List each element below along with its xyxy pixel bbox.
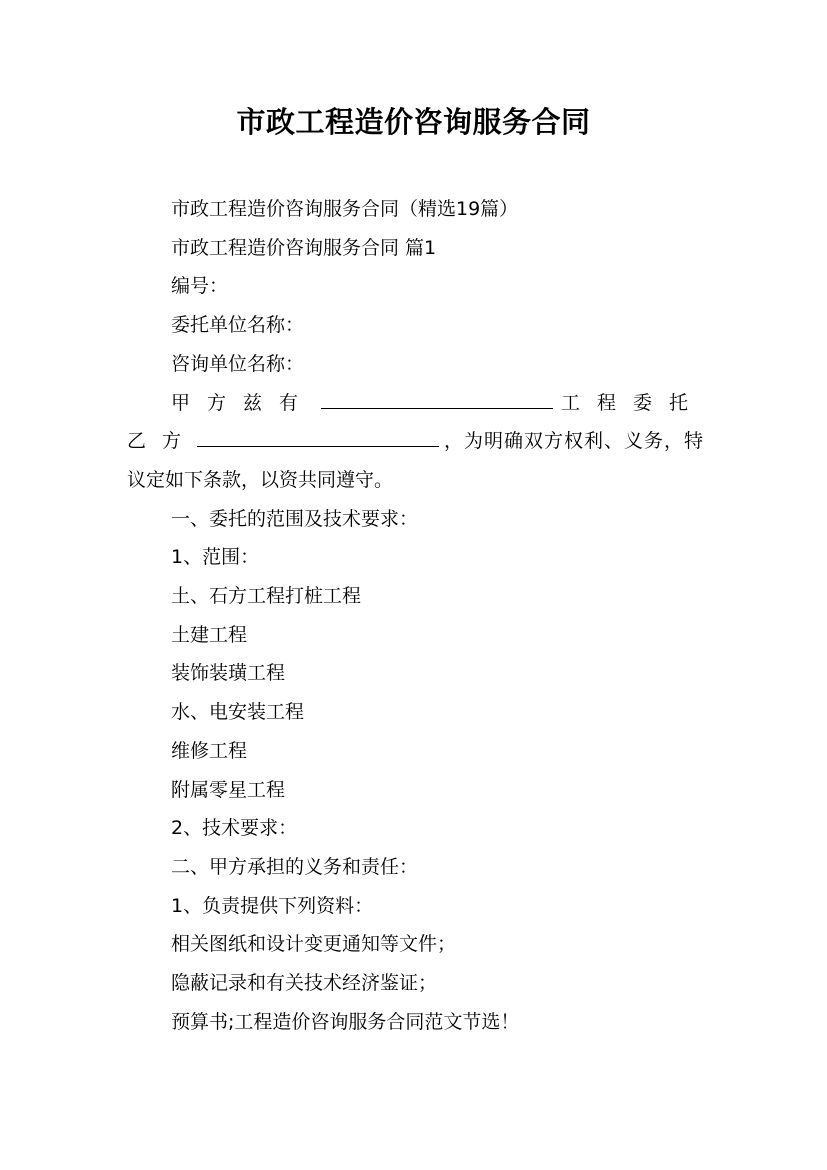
list-item-budget: 预算书;工程造价咨询服务合同范文节选！	[171, 1010, 520, 1033]
list-item-earthwork: 土、石方工程打桩工程	[171, 585, 362, 608]
commission-intro: 甲方兹有	[171, 391, 315, 414]
paragraph-contract-number: 编号：	[171, 275, 229, 298]
list-item-civil: 土建工程	[171, 623, 248, 646]
party-b-blank	[197, 424, 439, 447]
paragraph-party-a-duties: 二、甲方承担的义务和责任：	[171, 855, 419, 878]
commission-clause: ，为明确双方权利、义务，特议定如下条款，以资共同遵守。	[127, 430, 703, 491]
paragraph-consultant-name: 咨询单位名称：	[171, 352, 305, 375]
project-name-blank	[321, 386, 553, 409]
document-body	[127, 190, 703, 1041]
list-item-drawings: 相关图纸和设计变更通知等文件；	[171, 933, 457, 956]
document-title: 市政工程造价咨询服务合同	[236, 105, 591, 139]
paragraph-client-name: 委托单位名称：	[171, 314, 305, 337]
commission-middle: 工程委托乙方	[127, 391, 703, 453]
list-item-installation: 水、电安装工程	[171, 701, 305, 724]
list-item-records: 隐蔽记录和有关技术经济鉴证；	[171, 972, 438, 995]
paragraph-section-heading: 市政工程造价咨询服务合同 篇1	[171, 236, 437, 259]
paragraph-materials: 1、负责提供下列资料：	[171, 894, 374, 917]
list-item-maintenance: 维修工程	[171, 739, 248, 762]
paragraph-technical-requirements: 2、技术要求：	[171, 817, 298, 840]
list-item-auxiliary: 附属零星工程	[171, 778, 286, 801]
list-item-decoration: 装饰装璜工程	[171, 662, 286, 685]
paragraph-scope: 1、范围：	[171, 546, 260, 569]
paragraph-commission	[127, 384, 703, 500]
paragraph-scope-heading: 一、委托的范围及技术要求：	[171, 507, 419, 530]
paragraph-subtitle: 市政工程造价咨询服务合同（精选19篇）	[171, 198, 519, 220]
